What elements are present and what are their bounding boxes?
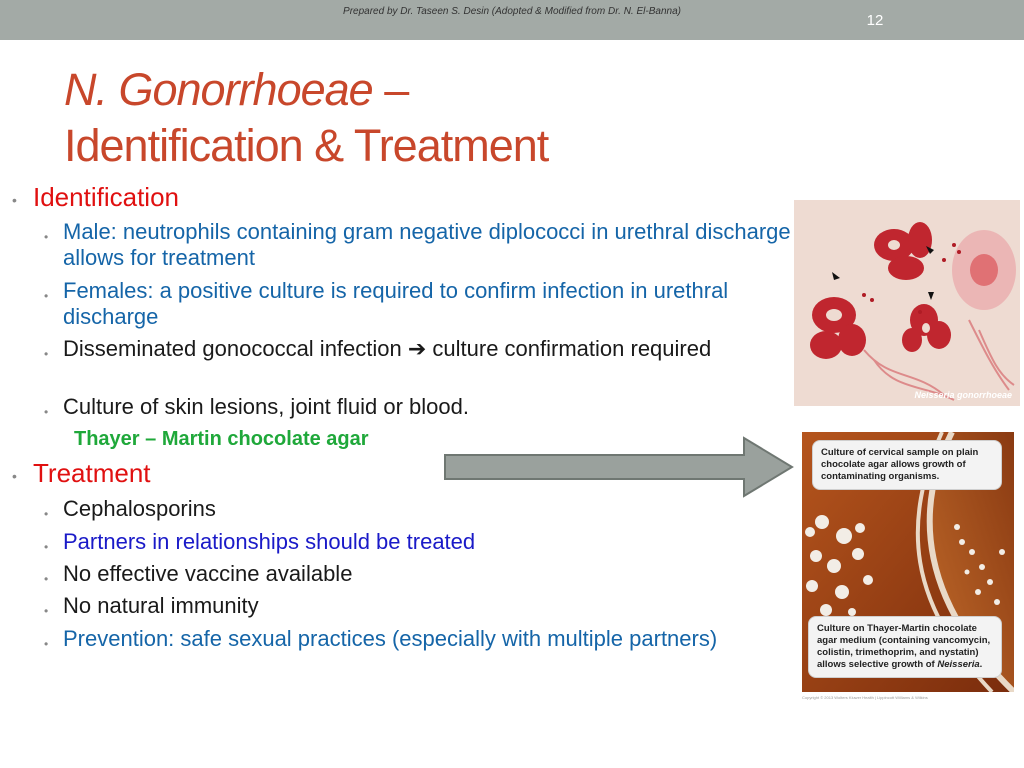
title-subtitle: Identification & Treatment	[64, 120, 549, 171]
list-item: • Cephalosporins	[44, 496, 216, 521]
list-item: • Male: neutrophils containing gram negative diplococci in urethral discharge allows for treatment	[44, 219, 791, 270]
slide-title	[64, 62, 548, 174]
list-item: • No effective vaccine available	[44, 561, 353, 586]
bullet-dot: •	[12, 468, 17, 484]
arrow-right-icon	[444, 436, 796, 498]
micrograph-caption: Neisseria gonorrhoeae	[914, 390, 1012, 400]
slide-number: 12	[866, 12, 884, 29]
list-item: • Partners in relationships should be treated	[44, 529, 476, 554]
agar-highlight: Thayer – Martin chocolate agar	[74, 428, 369, 450]
list-item: • Culture of skin lesions, joint fluid or blood.	[44, 394, 469, 419]
copyright-note: Copyright © 2013 Wolters Kluwer Health | Lippincott Williams & Wilkins	[802, 695, 928, 700]
list-item: • Prevention: safe sexual practices (especially with multiple partners)	[44, 626, 718, 651]
micrograph-illustration	[794, 200, 1020, 406]
bullet-dot: •	[12, 192, 17, 208]
list-item: • Females: a positive culture is required to confirm infection in urethral discharge	[44, 278, 729, 329]
author-credit: Prepared by Dr. Taseen S. Desin (Adopted & Modified from Dr. N. El-Banna)	[343, 6, 681, 17]
plate-caption-bottom: Culture on Thayer-Martin chocolate agar medium (containing vancomycin, colistin, trimethoprim, and nystatin) allows selective growth of Neisseria.	[808, 616, 1002, 678]
header-bar	[0, 0, 1024, 40]
gram-stain-micrograph	[794, 200, 1020, 406]
title-dash: –	[372, 64, 409, 115]
agar-plate-image	[802, 432, 1014, 692]
list-item: • Disseminated gonococcal infection ➔ culture confirmation required	[44, 336, 712, 361]
title-organism: N. Gonorrhoeae	[64, 64, 373, 115]
list-item: • No natural immunity	[44, 593, 259, 618]
plate-caption-top: Culture of cervical sample on plain chocolate agar allows growth of contaminating organisms.	[812, 440, 1002, 490]
